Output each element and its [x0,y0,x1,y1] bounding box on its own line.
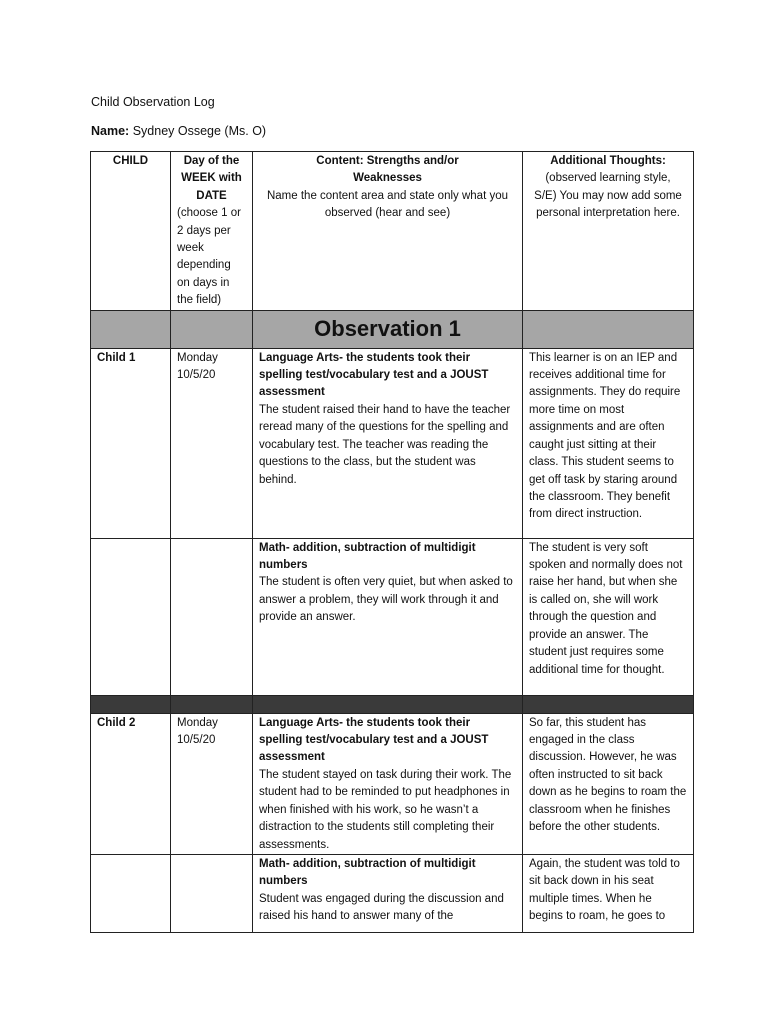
separator-cell [171,695,253,713]
header-content-title: Content: Strengths and/or Weaknesses [316,155,459,185]
separator-cell [253,695,523,713]
child-cell [91,854,171,932]
header-thoughts [523,152,694,311]
thoughts-cell: This learner is on an IEP and receives additional time for assignments. They do require more time on most assignments and are often caught just sitting at their class. This student seems to get off task by staring around the classroom. They benefit from direct instruction. [523,348,694,538]
table-row [91,348,694,538]
header-row [91,152,694,311]
table-row [91,538,694,695]
header-thoughts-title: Additional Thoughts: [550,155,666,167]
thoughts-cell: Again, the student was told to sit back down in his seat multiple times. When he begins to roam, he goes to [523,854,694,932]
content-cell: Math- addition, subtraction of multidigit numbers The student is often very quiet, but when asked to answer a problem, they will work through it and provide an answer. [253,538,523,695]
child-cell: Child 2 [91,713,171,854]
name-line [91,123,266,139]
section-title: Observation 1 [253,310,523,348]
content-cell: Language Arts- the students took their spelling test/vocabulary test and a JOUST assessment The student stayed on task during their work. The student had to be reminded to put headphones in when finished with his work, so he wasn’t a distraction to the students still completing their assessments. [253,713,523,854]
section-band-cell [171,310,253,348]
date-cell [171,854,253,932]
section-band-cell [523,310,694,348]
header-thoughts-note: (observed learning style, S/E) You may now add some personal interpretation here. [534,172,682,220]
date-cell: Monday 10/5/20 [171,713,253,854]
header-day-note: (choose 1 or 2 days per week depending on days in the field) [177,207,241,307]
name-value: Sydney Ossege (Ms. O) [132,124,267,138]
content-cell: Math- addition, subtraction of multidigit numbers Student was engaged during the discussion and raised his hand to answer many of the [253,854,523,932]
date-cell [171,538,253,695]
header-day [171,152,253,311]
header-content [253,152,523,311]
child-cell: Child 1 [91,348,171,538]
row-separator-band [91,695,694,713]
separator-cell [91,695,171,713]
header-child: CHILD [91,152,171,311]
name-label: Name: [91,124,130,138]
header-day-title: Day of the WEEK with DATE [181,155,242,202]
thoughts-cell: The student is very soft spoken and normally does not raise her hand, but when she is called on, she will work through the question and provide an answer. The student just requires some additional time for thought. [523,538,694,695]
date-cell: Monday 10/5/20 [171,348,253,538]
observation-table [90,151,694,933]
separator-cell [523,695,694,713]
table-row [91,854,694,932]
header-content-note: Name the content area and state only what you observed (hear and see) [266,189,508,220]
table-row [91,713,694,854]
thoughts-cell: So far, this student has engaged in the class discussion. However, he was often instructed to sit back down as he begins to roam the classroom when he finishes before the other students. [523,713,694,854]
section-band [91,310,694,348]
child-cell [91,538,171,695]
section-band-cell [91,310,171,348]
document-title: Child Observation Log [91,95,215,109]
content-cell: Language Arts- the students took their spelling test/vocabulary test and a JOUST assessment The student raised their hand to have the teacher reread many of the questions for the spelling and vocabulary test. The teacher was reading the questions to the class, but the student was behind. [253,348,523,538]
